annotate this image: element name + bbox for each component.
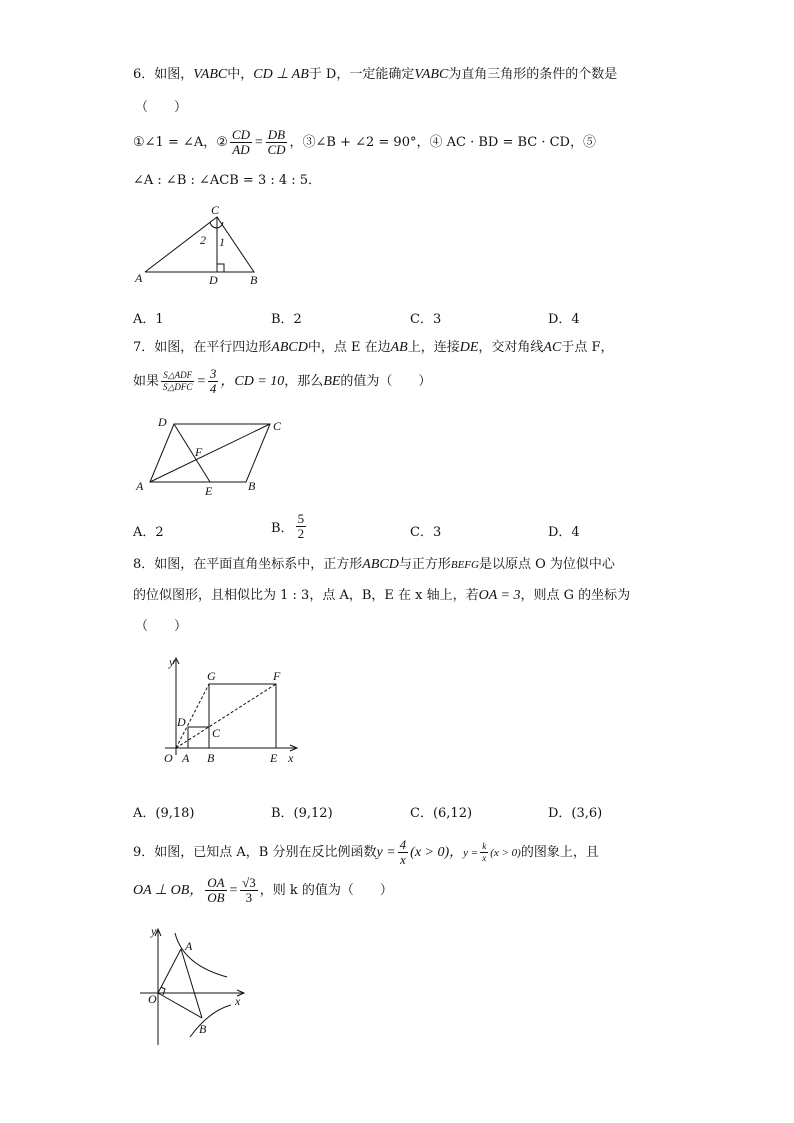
- q7-option-c[interactable]: C．3: [410, 525, 442, 540]
- label-C: C: [212, 726, 221, 740]
- label-B: B: [199, 1022, 207, 1036]
- label-x: x: [288, 751, 294, 765]
- label-1: 1: [219, 235, 225, 249]
- q6-option-d[interactable]: D．4: [548, 312, 580, 327]
- q7-parallelogram-figure: [130, 410, 290, 500]
- q6-option-a[interactable]: A．1: [133, 312, 164, 327]
- label-E: E: [270, 751, 278, 765]
- label-B: B: [250, 273, 258, 287]
- q6-triangle-figure: [130, 200, 270, 290]
- label-O: O: [164, 751, 173, 765]
- label-F: F: [195, 445, 203, 459]
- label-A: A: [185, 939, 193, 953]
- q8-coordinate-figure: [160, 655, 310, 770]
- q7-area-ratio: $\frac{\text{S△ADF}}{\text{S△DFC}}$: [163, 370, 193, 392]
- q9-hyperbola-figure: [135, 925, 255, 1050]
- q6-frac1: $\frac{CD}{AD}$: [231, 127, 250, 157]
- label-A: A: [135, 271, 143, 285]
- q8-option-c[interactable]: C．(6,12): [410, 806, 473, 821]
- q7-option-b[interactable]: B． $\frac{5}{2}$: [271, 511, 305, 541]
- q9-func1: $\frac{4}{x}$: [399, 837, 407, 867]
- q6-option-b[interactable]: B．2: [271, 312, 302, 327]
- label-D: D: [209, 273, 218, 287]
- q9-ratio-value: $\frac{√3}{3}$: [242, 875, 256, 905]
- label-y: y: [151, 924, 157, 938]
- label-D: D: [158, 415, 167, 429]
- label-C: C: [273, 419, 282, 433]
- q6-frac2: $\frac{DB}{CD}$: [267, 127, 286, 157]
- q6-stem: 6．如图，VABC中，CD ⊥ AB于 D，一定能确定VABC为直角三角形的条件的个数是: [133, 67, 618, 82]
- q9-stem: 9．如图，已知点 A，B 分别在反比例函数y = $\frac{4}{x}$ (x > 0)，y = $\frac{k}{x}$ (x > 0)的图象上，且: [133, 837, 599, 867]
- label-B: B: [248, 479, 256, 493]
- q8-stem-line1: 8．如图，在平面直角坐标系中，正方形ABCD与正方形BEFG是以原点 O 为位似中心: [133, 557, 615, 572]
- label-D: D: [177, 715, 186, 729]
- q7-ratio-line: 如果 $\frac{\text{S△ADF}}{\text{S△DFC}}$ = $\frac{3}{4}$ ，CD = 10，那么BE的值为（ ）: [133, 366, 432, 396]
- q7-stem: 7．如图，在平行四边形ABCD中，点 E 在边AB上，连接DE，交对角线AC于点 F，: [133, 340, 614, 355]
- q7-option-d[interactable]: D．4: [548, 525, 580, 540]
- label-A: A: [136, 479, 144, 493]
- q6-condition-5: ∠A : ∠B : ∠ACB = 3 : 4 : 5．: [133, 173, 322, 188]
- label-x: x: [235, 994, 241, 1008]
- q8-stem-line2: 的位似图形，且相似比为 1 : 3，点 A，B，E 在 x 轴上，若OA = 3，则点 G 的坐标为: [133, 588, 631, 603]
- label-F: F: [273, 669, 281, 683]
- label-C: C: [211, 203, 220, 217]
- q8-option-d[interactable]: D．(3,6): [548, 806, 603, 821]
- q8-option-a[interactable]: A．(9,18): [133, 806, 195, 821]
- label-B: B: [207, 751, 215, 765]
- label-A: A: [182, 751, 190, 765]
- q9-func2: $\frac{k}{x}$: [482, 841, 487, 863]
- q9-conditions: OA ⊥ OB， $\frac{OA}{OB}$ = $\frac{√3}{3}$ ，则 k 的值为（ ）: [133, 875, 393, 905]
- q6-answer-paren: （ ）: [135, 100, 188, 115]
- label-2: 2: [200, 233, 206, 247]
- q6-conditions: ①∠1 = ∠A，② $\frac{CD}{AD}$ = $\frac{DB}{CD}$ ，③∠B + ∠2 = 90°，④ AC · BD = BC · CD，⑤: [133, 127, 596, 157]
- q8-answer-paren: （ ）: [135, 619, 188, 634]
- label-O: O: [148, 992, 157, 1006]
- q7-option-a[interactable]: A．2: [133, 525, 164, 540]
- label-G: G: [207, 669, 216, 683]
- q8-option-b[interactable]: B．(9,12): [271, 806, 333, 821]
- label-y: y: [169, 655, 175, 669]
- q7-ratio-value: $\frac{3}{4}$: [209, 366, 217, 396]
- q9-ratio: $\frac{OA}{OB}$: [207, 875, 225, 905]
- q6-option-c[interactable]: C．3: [410, 312, 442, 327]
- label-E: E: [205, 484, 213, 498]
